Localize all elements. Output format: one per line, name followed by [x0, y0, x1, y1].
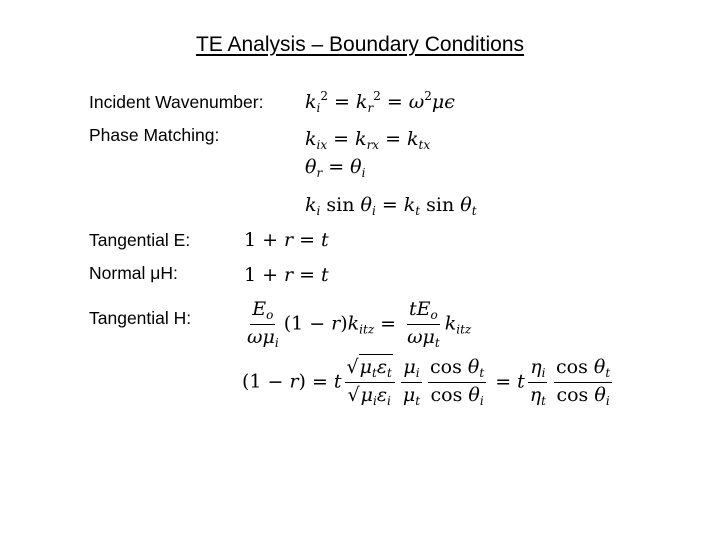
equation-incident-wavenumber: $k_i^2 = k_r^2 = \omega^2\mu\epsilon$: [305, 89, 455, 115]
label-normal-muh: Normal μH:: [89, 263, 178, 283]
label-tangential-h: Tangential H:: [89, 308, 192, 328]
label-incident-wavenumber: Incident Wavenumber:: [89, 92, 264, 112]
equation-phase-matching-angles: $\theta_r = \theta_i$: [305, 156, 366, 180]
label-phase-matching: Phase Matching:: [89, 125, 220, 145]
equation-tangential-e: 1 + r = t: [244, 229, 329, 251]
equation-tangential-h: $\frac{E_o}{\omega\mu_i}$ $(1 - r)k_{itz}$ = $\frac{tE_o}{\omega\mu_t}$ $k_{itz}$: [247, 298, 472, 350]
equation-phase-matching-kx: $k_{ix} = k_{rx} = k_{tx}$: [305, 128, 431, 152]
equation-reflection-transmission: (1 − r) = t $\frac{√\mu_t\varepsilon_t}{√\mu_i\varepsilon_i}$ $\frac{\mu_i}{\mu_t}$ $\frac{\cos \theta_t}{\cos \theta_i}$ = t $\frac{\eta_i}{\eta_t}$ $\frac{\cos \theta_t}{\cos \theta_i}$: [242, 356, 611, 408]
equation-normal-muh: 1 + r = t: [244, 264, 329, 286]
label-tangential-e: Tangential E:: [89, 230, 191, 250]
equation-snells-law: $k_i$ $\sin \theta_i = k_t$ $\sin \theta_t$: [305, 194, 477, 218]
slide-title: TE Analysis – Boundary Conditions: [195, 33, 524, 56]
